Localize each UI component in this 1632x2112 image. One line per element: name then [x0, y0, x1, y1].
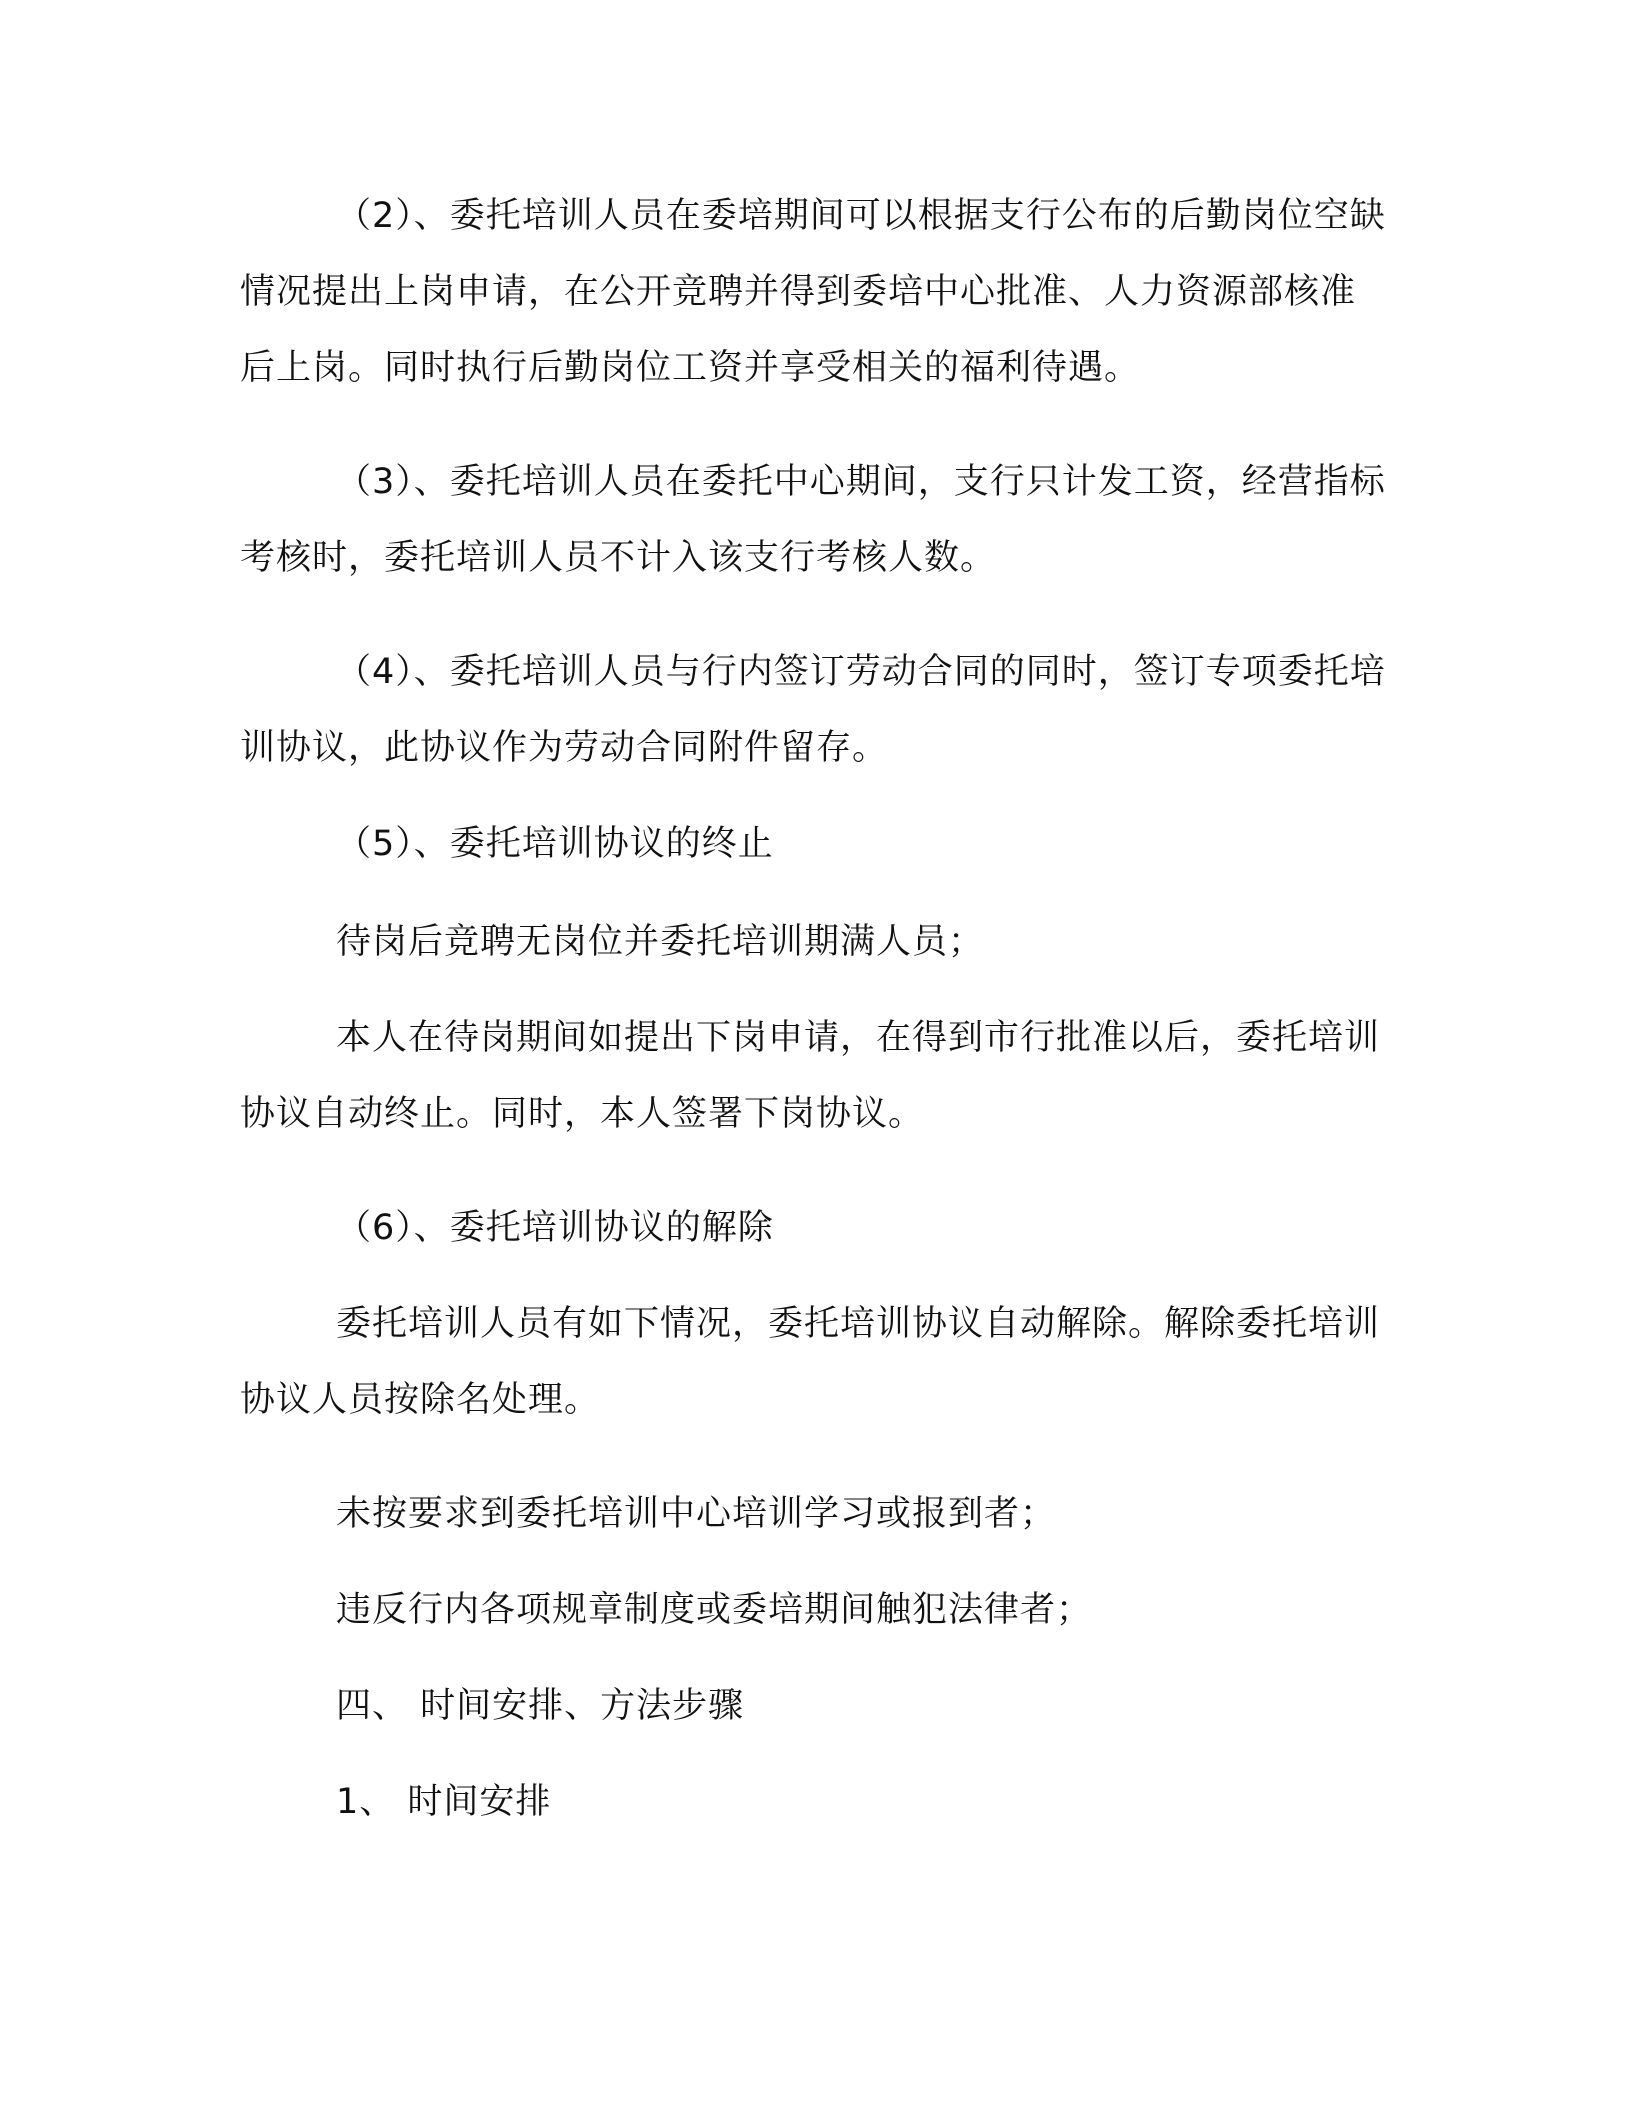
paragraph-6-heading: （6）、委托培训协议的解除	[336, 1208, 774, 1248]
paragraph-5-heading: （5）、委托培训协议的终止	[336, 824, 774, 864]
subsection-heading-1: 1、 时间安排	[336, 1782, 552, 1822]
paragraph-release-3: 违反行内各项规章制度或委培期间触犯法律者；	[336, 1590, 1093, 1630]
section-heading-4: 四、 时间安排、方法步骤	[336, 1686, 745, 1726]
paragraph-3: （3）、委托培训人员在委托中心期间，支行只计发工资，经营指标考核时，委托培训人员不计入该支行考核人数。	[240, 462, 1386, 578]
paragraph-2: （2）、委托培训人员在委培期间可以根据支行公布的后勤岗位空缺情况提出上岗申请，在公开竞聘并得到委培中心批准、人力资源部核准后上岗。同时执行后勤岗位工资并享受相关的福利待遇。	[240, 196, 1386, 388]
paragraph-release-2: 未按要求到委托培训中心培训学习或报到者；	[336, 1494, 1057, 1534]
paragraph-release-1: 委托培训人员有如下情况，委托培训协议自动解除。解除委托培训协议人员按除名处理。	[240, 1304, 1381, 1420]
paragraph-termination-2: 本人在待岗期间如提出下岗申请，在得到市行批准以后，委托培训协议自动终止。同时，本人签署下岗协议。	[240, 1018, 1381, 1134]
paragraph-4: （4）、委托培训人员与行内签订劳动合同的同时，签订专项委托培训协议，此协议作为劳动合同附件留存。	[240, 652, 1386, 768]
paragraph-termination-1: 待岗后竞聘无岗位并委托培训期满人员；	[336, 922, 985, 962]
